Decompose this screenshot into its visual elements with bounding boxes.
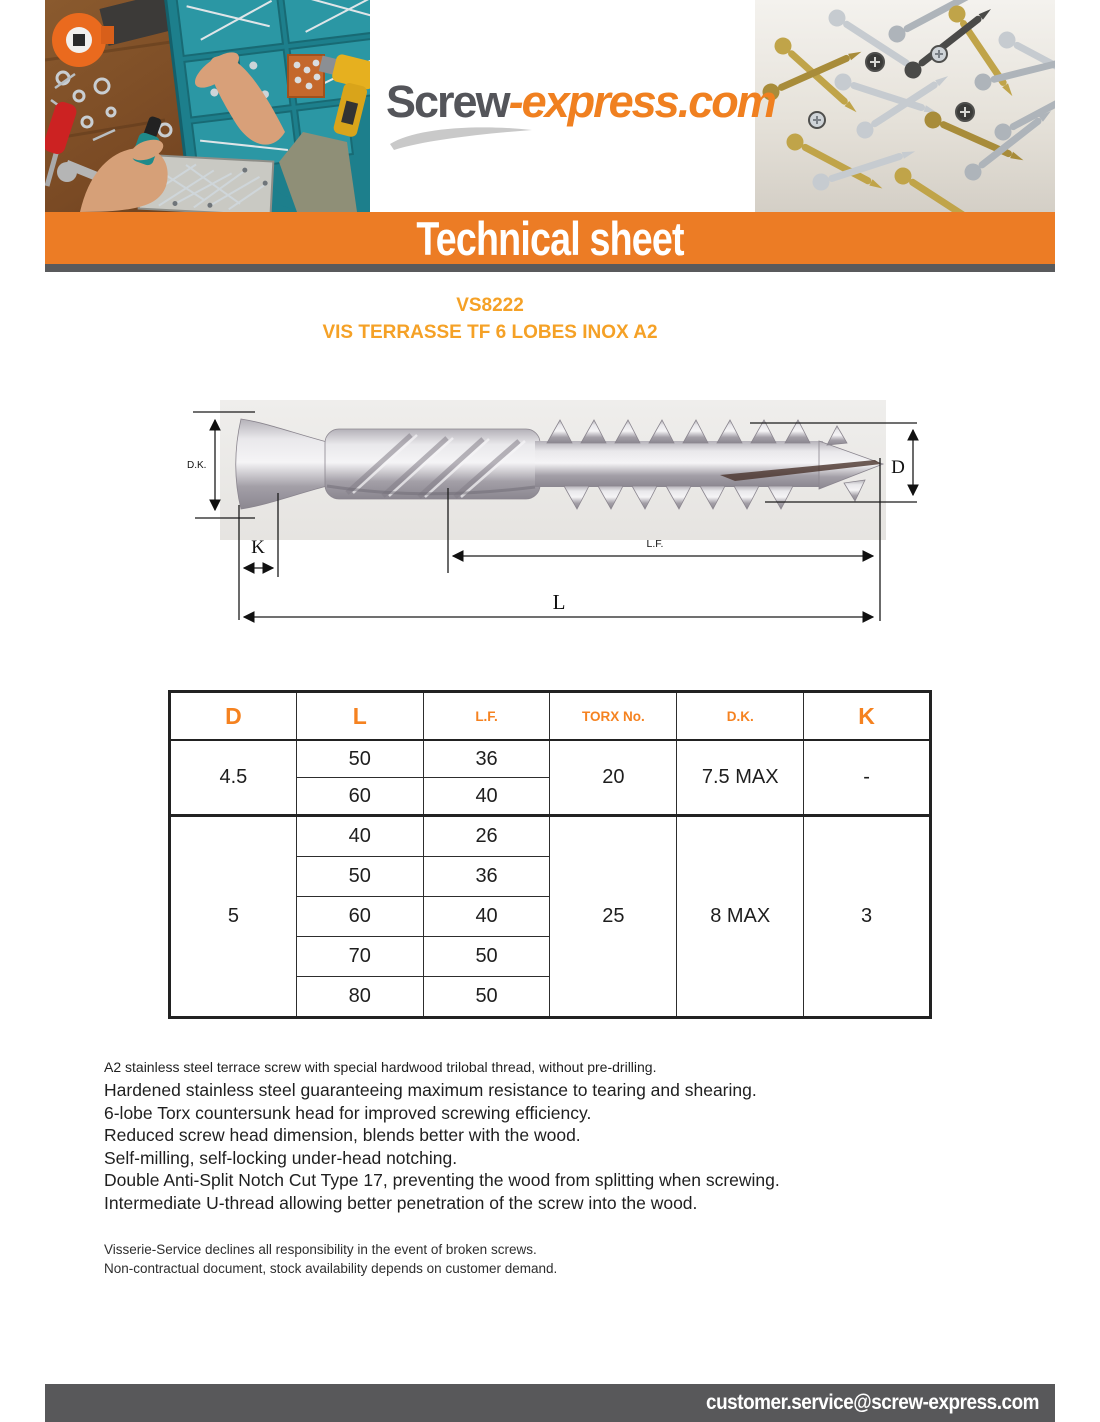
col-header-dk: D.K. (677, 692, 804, 741)
cell-l: 50 (296, 857, 423, 897)
col-header-l: L (296, 692, 423, 741)
logo-part-1: Screw (386, 76, 509, 127)
cell-dk: 7.5 MAX (677, 740, 804, 816)
logo-part-2: -express.com (508, 76, 775, 127)
col-header-k: K (804, 692, 931, 741)
cell-torx: 20 (550, 740, 677, 816)
cell-dk: 8 MAX (677, 816, 804, 1018)
cell-l: 50 (296, 740, 423, 778)
cell-lf: 40 (423, 778, 550, 816)
description-line: Double Anti-Split Notch Cut Type 17, preventing the wood from splitting when screwing. (104, 1170, 780, 1190)
spec-table-header-row (170, 692, 931, 741)
description-line: A2 stainless steel terrace screw with special hardwood trilobal thread, without pre-drilling. (104, 1059, 657, 1075)
col-header-torx: TORX No. (550, 692, 677, 741)
spec-table (168, 690, 932, 1019)
cell-lf: 50 (423, 977, 550, 1018)
footer-bar (45, 1384, 1055, 1422)
logo-swoosh (386, 118, 536, 154)
disclaimer (104, 1240, 557, 1278)
label-total-length: L (552, 590, 566, 614)
product-code: VS8222 (456, 295, 524, 316)
cell-lf: 26 (423, 816, 550, 857)
cell-l: 40 (296, 816, 423, 857)
label-diameter: D (891, 457, 905, 478)
cell-torx: 25 (550, 816, 677, 1018)
cell-k: - (804, 740, 931, 816)
cell-k: 3 (804, 816, 931, 1018)
label-thread-length: L.F. (646, 538, 664, 550)
product-name: VIS TERRASSE TF 6 LOBES INOX A2 (322, 322, 658, 343)
banner (45, 212, 1055, 264)
cell-l: 60 (296, 778, 423, 816)
cell-l: 60 (296, 897, 423, 937)
disclaimer-line: Visserie-Service declines all responsibility in the event of broken screws. (104, 1242, 537, 1257)
description-line: Intermediate U-thread allowing better penetration of the screw into the wood. (104, 1192, 698, 1213)
label-head-diameter: D.K. (187, 460, 207, 471)
description-line: Reduced screw head dimension, blends better with the wood. (104, 1125, 581, 1145)
cell-lf: 36 (423, 740, 550, 778)
banner-divider (45, 264, 1055, 272)
screw-pile-photo (755, 0, 1055, 212)
cell-l: 70 (296, 937, 423, 977)
description-line: 6-lobe Torx countersunk head for improved screwing efficiency. (104, 1102, 592, 1123)
disclaimer-line: Non-contractual document, stock availability depends on customer demand. (104, 1261, 558, 1276)
cell-lf: 36 (423, 857, 550, 897)
cell-l: 80 (296, 977, 423, 1018)
logo-area (370, 0, 775, 212)
label-head-height: K (251, 537, 265, 558)
product-title (45, 292, 935, 346)
header (45, 0, 1055, 212)
workbench-photo (45, 0, 370, 212)
description-line: Self-milling, self-locking under-head notching. (104, 1147, 458, 1168)
table-row (170, 816, 931, 857)
col-header-d: D (170, 692, 297, 741)
page-title: Technical sheet (416, 211, 684, 265)
cell-lf: 40 (423, 897, 550, 937)
description-line: Hardened stainless steel guaranteeing maximum resistance to tearing and shearing. (104, 1080, 757, 1100)
cell-d: 4.5 (170, 740, 297, 816)
product-description (104, 1056, 780, 1214)
col-header-lf: L.F. (423, 692, 550, 741)
cell-d: 5 (170, 816, 297, 1018)
cell-lf: 50 (423, 937, 550, 977)
table-row (170, 740, 931, 778)
screw-dimension-diagram (175, 393, 935, 633)
contact-email: customer.service@screw-express.com (705, 1391, 1039, 1414)
